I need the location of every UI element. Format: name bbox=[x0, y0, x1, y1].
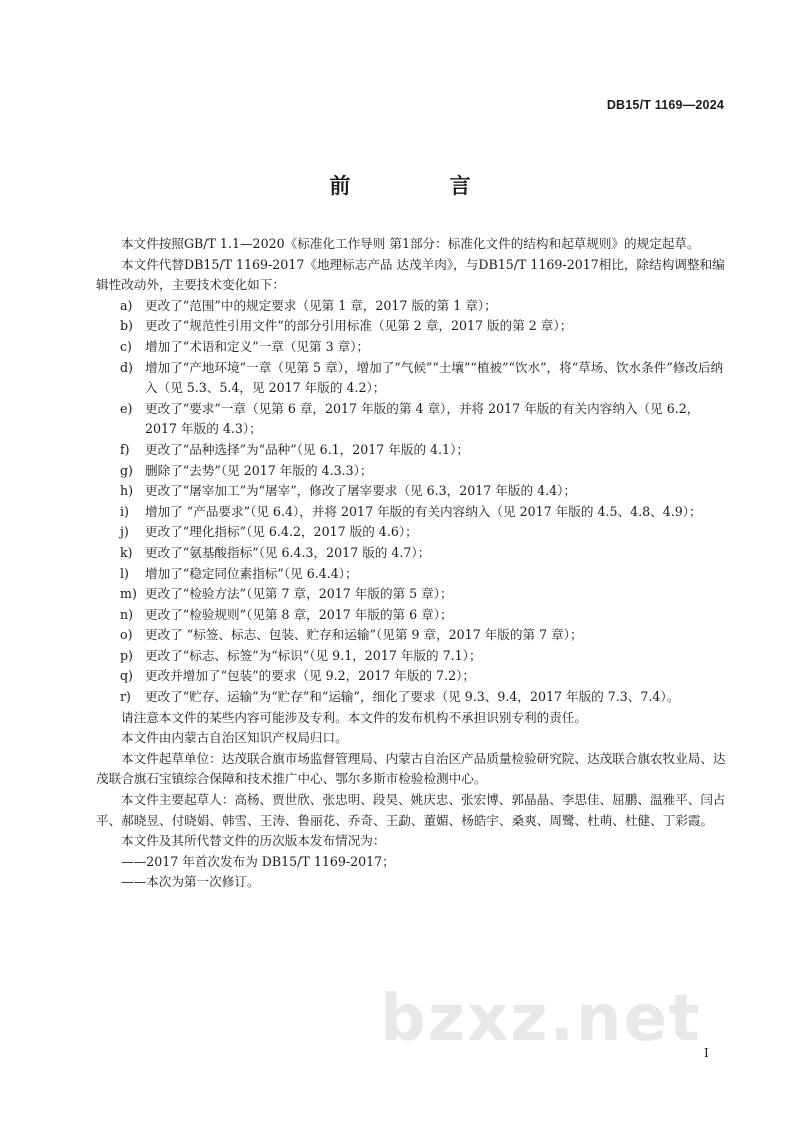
list-item bbox=[96, 296, 726, 317]
list-item bbox=[96, 646, 726, 667]
foreword-body bbox=[96, 234, 726, 893]
list-item-letter: b) bbox=[120, 318, 133, 334]
list-item bbox=[96, 666, 726, 687]
list-item-text: 更改了“屠宰加工”为“屠宰”，修改了屠宰要求（见 6.3，2017 年版的 4.4）； bbox=[145, 483, 577, 499]
list-item bbox=[96, 564, 726, 585]
list-item bbox=[96, 461, 726, 482]
paragraph: 本文件由内蒙古自治区知识产权局归口。 bbox=[121, 730, 348, 746]
list-item-text: 增加了“术语和定义”一章（见第 3 章）； bbox=[145, 338, 370, 354]
paragraph: ——2017 年首次发布为 DB15/T 1169-2017； bbox=[121, 853, 395, 869]
list-item-text: 更改了“要求”一章（见第 6 章，2017 年版的第 4 章），并将 2017 年版的有关内容纳入（见 6.2，2017 年版的 4.3）； bbox=[145, 400, 700, 437]
list-item-text: 删除了“去势”（见 2017 年版的 4.3.3）； bbox=[145, 462, 373, 478]
list-item-letter: n) bbox=[120, 606, 134, 622]
list-item-letter: f) bbox=[120, 441, 130, 457]
paragraph: 本文件按照GB/T 1.1—2020《标准化工作导则 第1部分：标准化文件的结构和起草规则》的规定起草。 bbox=[121, 236, 700, 251]
technical-changes-list bbox=[96, 296, 726, 708]
page-title: 前 言 bbox=[329, 174, 517, 198]
list-item-text: 更改了“规范性引用文件”的部分引用标准（见第 2 章，2017 版的第 2 章）； bbox=[145, 318, 573, 334]
paragraph: 本文件起草单位：达茂联合旗市场监督管理局、内蒙古自治区产品质量检验研究院、达茂联合旗农牧业局、达茂联合旗石宝镇综合保障和技术推广中心、鄂尔多斯市检验检测中心。 bbox=[96, 750, 726, 787]
list-item bbox=[96, 440, 726, 461]
list-item-letter: j) bbox=[120, 524, 129, 540]
paragraph: 本文件主要起草人：高杨、贾世欣、张忠明、段昊、姚庆忠、张宏博、郭晶晶、李思佳、屈鹏、温雅平、闫占平、郝晓昱、付晓娟、韩雪、王涛、鲁丽花、乔奇、王勐、董媚、杨皓宇、桑爽、周鹭、杜萌、杜健、丁彩霞。 bbox=[96, 792, 726, 828]
list-item-text: 增加了“产地环境”一章（见第 5 章），增加了“气候”“土壤”“植被”“饮水”，将“草场、饮水条件”修改后纳入（见 5.3、5.4，见 2017 年版的 4.2）； bbox=[145, 359, 724, 396]
list-item-letter: q) bbox=[120, 668, 133, 684]
list-item-text: 更改了“检验规则”（见第 8 章，2017 年版的第 6 章）； bbox=[145, 606, 453, 622]
list-item-text: 更改了“氨基酸指标”（见 6.4.3，2017 版的 4.7）； bbox=[145, 544, 431, 560]
paragraph: 请注意本文件的某些内容可能涉及专利。本文件的发布机构不承担识别专利的责任。 bbox=[121, 709, 587, 725]
list-item-text: 更改并增加了“包装”的要求（见 9.2，2017 年版的 7.2）； bbox=[145, 668, 475, 684]
list-item-letter: r) bbox=[120, 689, 131, 705]
list-item-text: 更改了 “标签、标志、包装、贮存和运输”（见第 9 章，2017 年版的第 7 章）； bbox=[145, 627, 583, 643]
list-item bbox=[96, 687, 726, 708]
list-item-letter: a) bbox=[120, 297, 133, 313]
list-item bbox=[96, 399, 726, 440]
paragraph: ——本次为第一次修订。 bbox=[121, 874, 260, 890]
list-item bbox=[96, 522, 726, 543]
document-code: DB15/T 1169—2024 bbox=[606, 98, 724, 112]
list-item bbox=[96, 543, 726, 564]
paragraph: 本文件及其所代替文件的历次版本发布情况为： bbox=[121, 833, 386, 849]
list-item bbox=[96, 337, 726, 358]
list-item-text: 更改了“贮存、运输”为“贮存”和“运输”，细化了要求（见 9.3、9.4，2017 年版的 7.3、7.4）。 bbox=[145, 689, 680, 705]
list-item bbox=[96, 584, 726, 605]
list-item-letter: g) bbox=[120, 462, 133, 478]
list-item-text: 增加了“稳定同位素指标”（见 6.4.4）； bbox=[145, 565, 358, 581]
list-item bbox=[96, 316, 726, 337]
list-item-letter: o) bbox=[120, 627, 133, 643]
list-item-text: 更改了“标志、标签”为“标识”（见 9.1，2017 年版的 7.1）； bbox=[145, 647, 482, 663]
list-item bbox=[96, 502, 726, 523]
page-number: I bbox=[704, 1046, 709, 1060]
paragraph: 本文件代替DB15/T 1169-2017《地理标志产品 达茂羊肉》，与DB15/T 1169-2017相比，除结构调整和编辑性改动外，主要技术变化如下： bbox=[96, 256, 725, 293]
list-item-letter: e) bbox=[120, 400, 133, 416]
list-item-letter: l) bbox=[120, 565, 129, 581]
watermark: bzxz.net bbox=[380, 982, 702, 1056]
list-item bbox=[96, 625, 726, 646]
list-item-letter: c) bbox=[120, 338, 132, 354]
list-item-text: 更改了“品种选择”为“品种”（见 6.1，2017 年版的 4.1）； bbox=[145, 441, 469, 457]
list-item-text: 更改了“理化指标”（见 6.4.2，2017 版的 4.6）； bbox=[145, 524, 418, 540]
list-item bbox=[96, 481, 726, 502]
list-item-text: 更改了“检验方法”（见第 7 章，2017 年版的第 5 章）； bbox=[145, 586, 453, 602]
list-item-letter: d) bbox=[120, 359, 133, 375]
list-item bbox=[96, 358, 726, 399]
list-item-letter: h) bbox=[120, 483, 134, 499]
list-item-text: 更改了“范围”中的规定要求（见第 1 章，2017 版的第 1 章）； bbox=[145, 297, 497, 313]
list-item-letter: m) bbox=[120, 586, 137, 602]
list-item-letter: p) bbox=[120, 647, 133, 663]
list-item bbox=[96, 605, 726, 626]
list-item-text: 增加了 “产品要求”（见 6.4），并将 2017 年版的有关内容纳入（见 2017 年版的 4.5、4.8、4.9）； bbox=[145, 503, 702, 519]
list-item-letter: i) bbox=[120, 503, 129, 519]
list-item-letter: k) bbox=[120, 544, 133, 560]
